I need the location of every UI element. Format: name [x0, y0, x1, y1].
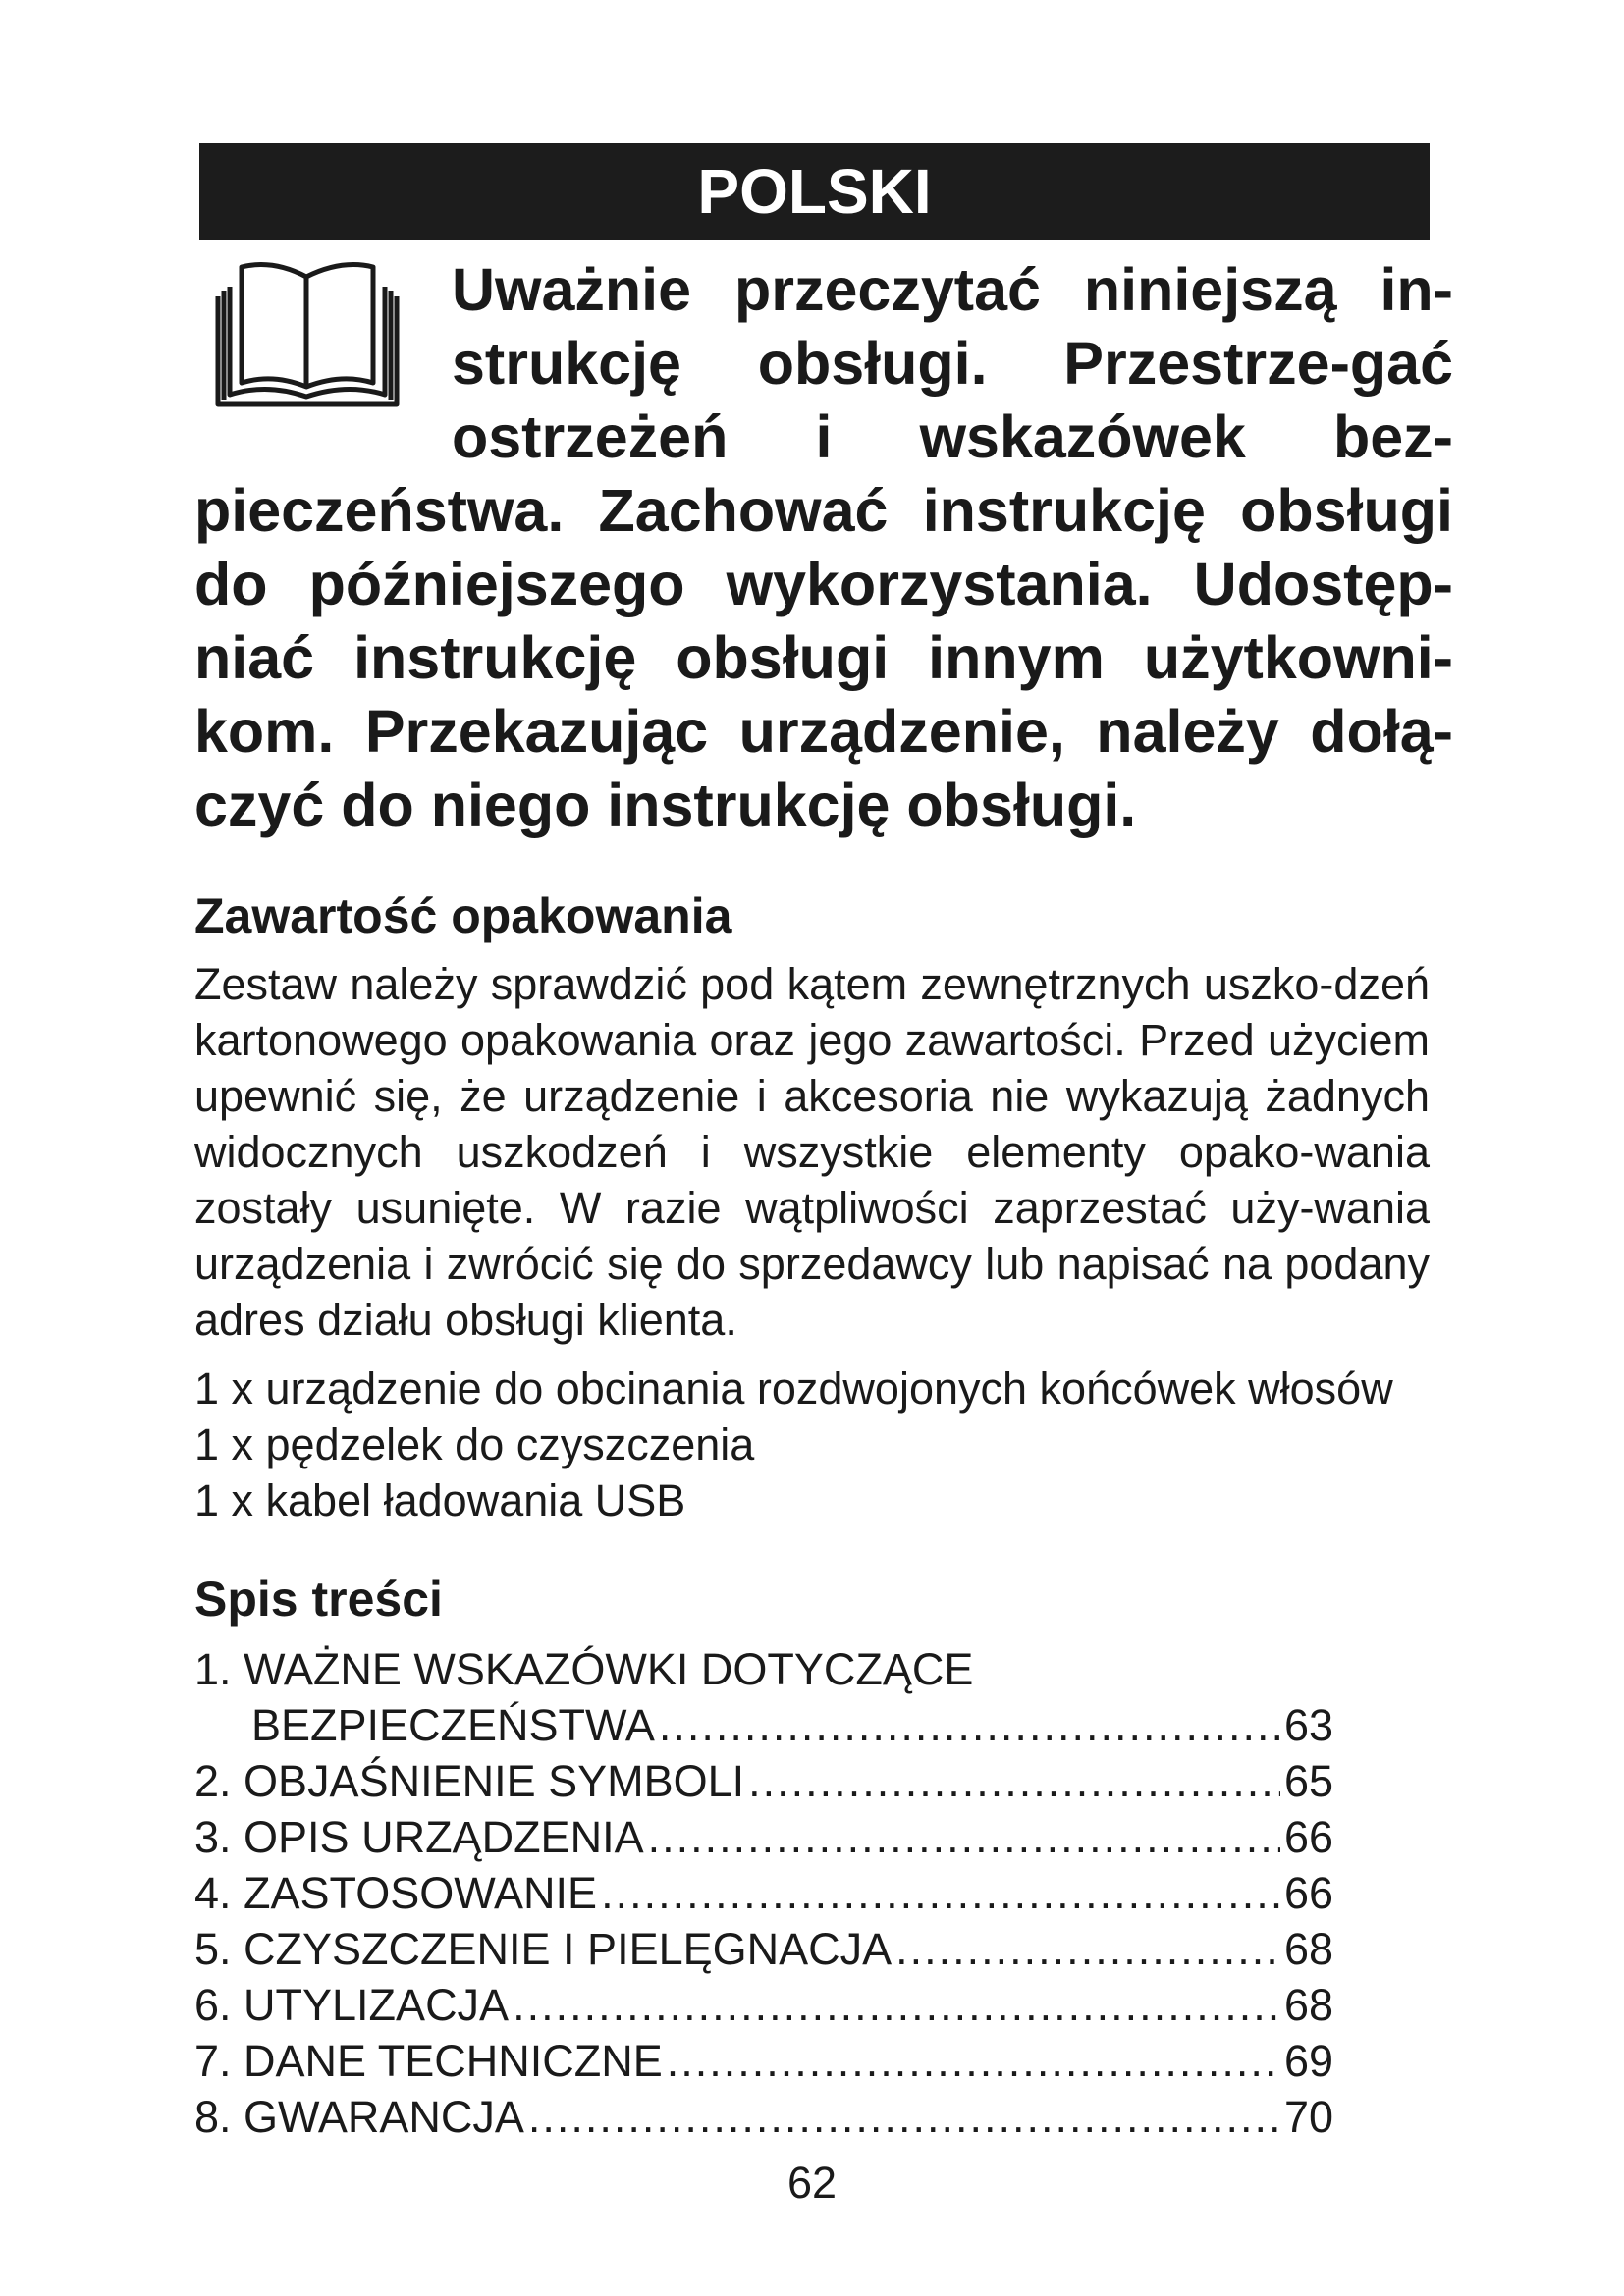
toc-leader-dots [528, 2089, 1280, 2145]
toc-leader-dots [659, 1697, 1280, 1753]
toc-entry-label: BEZPIECZEŃSTWA [251, 1700, 655, 1750]
package-contents-paragraph: Zestaw należy sprawdzić pod kątem zewnętrznych uszko-dzeń kartonowego opakowania oraz jego zawartości. Przed użyciem upewnić się, że urządzenie i akcesoria nie wykazują żadnych widocznych uszkodzeń i wszystkie elementy opako-wania zostały usunięte. W razie wątpliwości zaprzestać uży-wania urządzenia i zwrócić się do sprzedawcy lub napisać na podany adres działu obsługi klienta. [194, 959, 1430, 1345]
toc-leader-dots [513, 1977, 1280, 2033]
toc-leader-dots [648, 1809, 1280, 1865]
toc-entry-page: 63 [1283, 1700, 1333, 1750]
table-of-contents [194, 1641, 1333, 2145]
list-item: 1 x urządzenie do obcinania rozdwojonych końcówek włosów [194, 1363, 1393, 1414]
toc-entry-page: 70 [1283, 2092, 1333, 2142]
toc-entry[interactable] [194, 1753, 1333, 1809]
icon-spacer [194, 253, 452, 469]
toc-entry-label: 8. GWARANCJA [194, 2092, 524, 2142]
toc-entry[interactable] [194, 1865, 1333, 1921]
toc-entry-page: 65 [1283, 1756, 1333, 1806]
toc-entry[interactable] [194, 1697, 1333, 1753]
intro-warning [194, 253, 1453, 842]
page-number: 62 [786, 2158, 838, 2208]
toc-entry[interactable] [194, 1809, 1333, 1865]
toc-entry[interactable] [194, 1921, 1333, 1977]
toc-entry-label: 5. CZYSZCZENIE I PIELĘGNACJA [194, 1924, 893, 1974]
intro-text: Uważnie przeczytać niniejszą in-strukcję obsługi. Przestrze-gać ostrzeżeń i wskazówek bez-pieczeństwa. Zachować instrukcję obsługi do późniejszego wykorzystania. Udostęp-niać instrukcję obsługi innym użytkowni-kom. Przekazując urządzenie, należy dołą-czyć do niego instrukcję obsługi. [194, 256, 1453, 838]
toc-entry[interactable] [194, 2089, 1333, 2145]
toc-entry-page: 66 [1283, 1812, 1333, 1862]
toc-entry-page: 69 [1283, 2036, 1333, 2086]
toc-heading: Spis treści [194, 1572, 443, 1627]
list-item: 1 x kabel ładowania USB [194, 1475, 686, 1525]
toc-entry-label: 4. ZASTOSOWANIE [194, 1868, 598, 1918]
toc-entry-page: 66 [1283, 1868, 1333, 1918]
toc-leader-dots [667, 2033, 1280, 2089]
toc-entry-label: 7. DANE TECHNICZNE [194, 2036, 663, 2086]
toc-leader-dots [748, 1753, 1280, 1809]
toc-entry-page: 68 [1283, 1980, 1333, 2030]
toc-leader-dots [601, 1865, 1280, 1921]
toc-entry[interactable] [194, 1977, 1333, 2033]
language-banner [199, 143, 1430, 240]
package-items-list [194, 1361, 1471, 1528]
toc-entry-label: 3. OPIS URZĄDZENIA [194, 1812, 644, 1862]
toc-entry-1-line-1: 1. WAŻNE WSKAZÓWKI DOTYCZĄCE [194, 1644, 974, 1694]
list-item: 1 x pędzelek do czyszczenia [194, 1419, 755, 1469]
toc-entry-label: 2. OBJAŚNIENIE SYMBOLI [194, 1756, 745, 1806]
toc-entry-label: 6. UTYLIZACJA [194, 1980, 510, 2030]
toc-leader-dots [895, 1921, 1280, 1977]
toc-entry[interactable] [194, 2033, 1333, 2089]
package-contents-heading: Zawartość opakowania [194, 888, 732, 943]
toc-entry-page: 68 [1283, 1924, 1333, 1974]
banner-title: POLSKI [697, 156, 932, 227]
